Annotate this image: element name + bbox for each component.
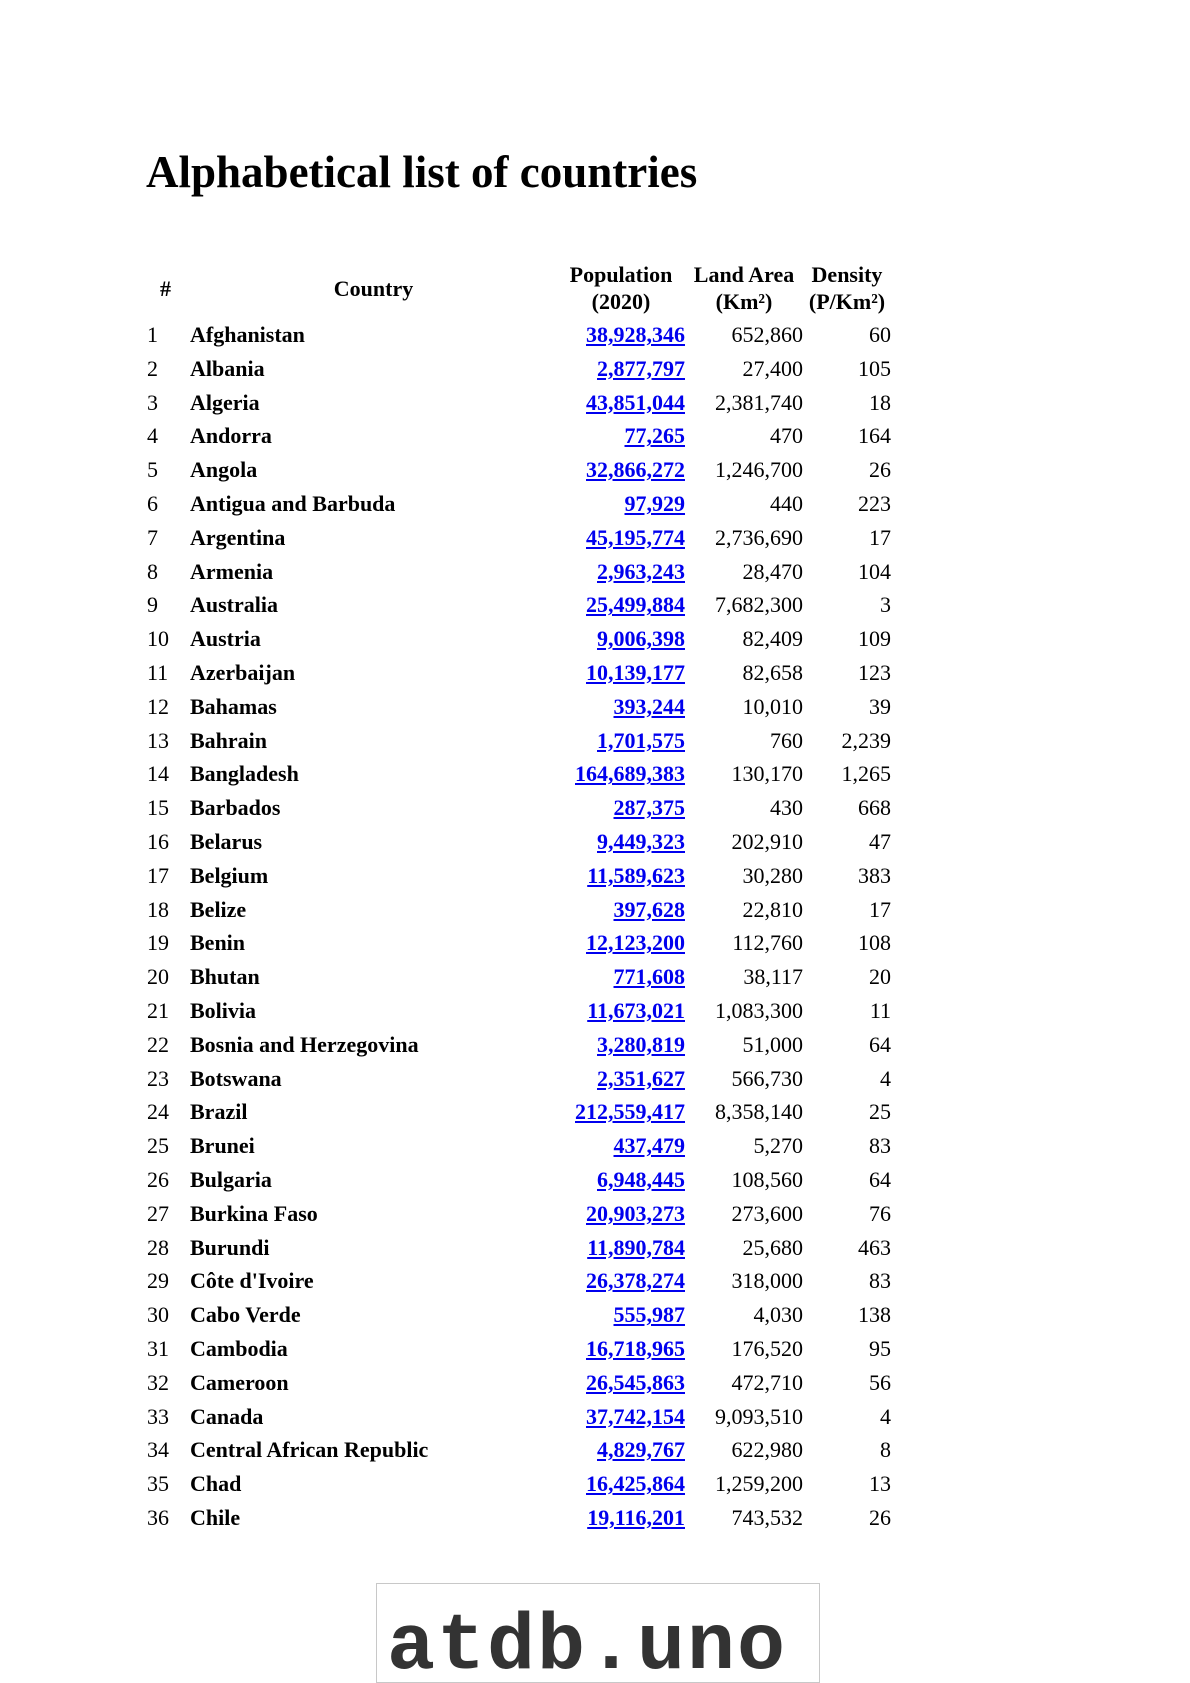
row-density: 17 xyxy=(869,524,891,550)
row-num: 1 xyxy=(147,322,158,347)
table-row xyxy=(141,622,891,656)
row-population xyxy=(557,859,685,893)
row-country: Argentina xyxy=(190,524,286,550)
population-link[interactable]: 2,877,797 xyxy=(597,355,685,381)
watermark-text: atdb.uno xyxy=(387,1602,788,1683)
row-density: 223 xyxy=(858,490,891,516)
table-row xyxy=(141,656,891,690)
table-row xyxy=(141,555,891,589)
header-land-area xyxy=(685,258,803,318)
row-country: Cambodia xyxy=(190,1335,288,1361)
row-land-area: 82,658 xyxy=(742,659,803,685)
row-land-area: 176,520 xyxy=(731,1335,803,1361)
row-density: 383 xyxy=(858,862,891,888)
row-land-area: 5,270 xyxy=(753,1133,803,1159)
header-land-area-line2: (Km²) xyxy=(715,289,773,314)
row-num: 18 xyxy=(147,896,169,922)
population-link[interactable]: 16,718,965 xyxy=(586,1335,685,1361)
population-link[interactable]: 11,890,784 xyxy=(587,1234,685,1260)
table-row xyxy=(141,994,891,1028)
population-link[interactable]: 12,123,200 xyxy=(586,930,685,956)
population-link[interactable]: 16,425,864 xyxy=(586,1471,685,1497)
row-density: 4 xyxy=(880,1403,891,1429)
countries-table xyxy=(141,258,891,1535)
row-country: Chile xyxy=(190,1504,241,1530)
row-land-area: 202,910 xyxy=(731,828,803,854)
row-country: Bulgaria xyxy=(190,1166,272,1192)
table-row xyxy=(141,757,891,791)
row-density: 13 xyxy=(869,1471,891,1497)
row-land-area: 25,680 xyxy=(742,1234,803,1260)
row-land-area: 30,280 xyxy=(742,862,803,888)
row-population xyxy=(557,1400,685,1434)
row-population xyxy=(557,1501,685,1535)
row-num: 26 xyxy=(147,1166,169,1192)
table-row xyxy=(141,453,891,487)
row-land-area: 273,600 xyxy=(731,1200,803,1226)
row-num: 6 xyxy=(147,490,158,516)
row-density: 60 xyxy=(869,322,891,347)
population-link[interactable]: 4,829,767 xyxy=(597,1437,685,1463)
row-density: 56 xyxy=(869,1369,891,1395)
row-land-area: 9,093,510 xyxy=(715,1403,803,1429)
table-row xyxy=(141,690,891,724)
row-num: 29 xyxy=(147,1268,169,1294)
row-density: 39 xyxy=(869,693,891,719)
row-country: Belgium xyxy=(190,862,269,888)
row-num: 12 xyxy=(147,693,169,719)
row-density: 8 xyxy=(880,1437,891,1463)
row-num: 23 xyxy=(147,1065,169,1091)
row-density: 18 xyxy=(869,389,891,415)
population-link[interactable]: 19,116,201 xyxy=(587,1504,685,1530)
row-population xyxy=(557,622,685,656)
row-num: 36 xyxy=(147,1504,169,1530)
table-row xyxy=(141,859,891,893)
row-population xyxy=(557,1467,685,1501)
row-population xyxy=(557,1298,685,1332)
row-country: Brazil xyxy=(190,1099,248,1125)
row-population xyxy=(557,1264,685,1298)
page-title: Alphabetical list of countries xyxy=(146,147,698,197)
table-row xyxy=(141,1264,891,1298)
row-density: 26 xyxy=(869,1504,891,1530)
row-density: 20 xyxy=(869,964,891,990)
row-land-area: 440 xyxy=(770,490,803,516)
row-land-area: 38,117 xyxy=(743,964,803,990)
row-country: Bolivia xyxy=(190,997,257,1023)
population-link[interactable]: 77,265 xyxy=(624,423,685,449)
row-land-area: 108,560 xyxy=(731,1166,803,1192)
population-link[interactable]: 26,545,863 xyxy=(586,1369,685,1395)
row-land-area: 4,030 xyxy=(753,1302,803,1328)
row-land-area: 82,409 xyxy=(742,626,803,652)
table-row xyxy=(141,521,891,555)
table-row xyxy=(141,1163,891,1197)
row-density: 25 xyxy=(869,1099,891,1125)
table-row xyxy=(141,825,891,859)
row-density: 3 xyxy=(880,592,891,618)
table-row xyxy=(141,1366,891,1400)
row-land-area: 28,470 xyxy=(742,558,803,584)
row-population xyxy=(557,1028,685,1062)
row-population xyxy=(557,318,685,352)
row-population xyxy=(557,1129,685,1163)
row-population xyxy=(557,724,685,758)
header-density-line1: Density xyxy=(811,262,883,287)
row-density: 95 xyxy=(869,1335,891,1361)
row-population xyxy=(557,1062,685,1096)
population-link[interactable]: 287,375 xyxy=(613,795,685,821)
row-num: 4 xyxy=(147,423,158,449)
table-row xyxy=(141,1062,891,1096)
row-country: Bahamas xyxy=(190,693,277,719)
row-land-area: 10,010 xyxy=(742,693,803,719)
row-num: 22 xyxy=(147,1031,169,1057)
row-num: 5 xyxy=(147,457,158,483)
row-country: Albania xyxy=(190,355,265,381)
row-num: 14 xyxy=(147,761,169,787)
row-country: Botswana xyxy=(190,1065,282,1091)
row-country: Barbados xyxy=(190,795,281,821)
header-land-area-line1: Land Area xyxy=(693,262,795,287)
row-population xyxy=(557,1095,685,1129)
population-link[interactable]: 9,449,323 xyxy=(597,828,685,854)
row-population xyxy=(557,1197,685,1231)
population-link[interactable]: 437,479 xyxy=(613,1133,685,1159)
table-row xyxy=(141,1332,891,1366)
row-country: Azerbaijan xyxy=(190,659,296,685)
row-num: 19 xyxy=(147,930,169,956)
row-num: 17 xyxy=(147,862,169,888)
population-link[interactable]: 771,608 xyxy=(613,964,685,990)
population-link[interactable]: 1,701,575 xyxy=(597,727,685,753)
row-country: Bosnia and Herzegovina xyxy=(190,1031,419,1057)
row-population xyxy=(557,453,685,487)
row-land-area: 112,760 xyxy=(732,930,803,956)
row-country: Austria xyxy=(190,626,261,652)
row-density: 2,239 xyxy=(841,727,891,753)
table-row xyxy=(141,588,891,622)
row-country: Central African Republic xyxy=(190,1437,429,1463)
population-link[interactable]: 43,851,044 xyxy=(586,389,685,415)
population-link[interactable]: 20,903,273 xyxy=(586,1200,685,1226)
row-land-area: 2,381,740 xyxy=(715,389,803,415)
population-link[interactable]: 37,742,154 xyxy=(586,1403,685,1429)
row-population xyxy=(557,521,685,555)
row-num: 7 xyxy=(147,524,158,550)
population-link[interactable]: 32,866,272 xyxy=(586,457,685,483)
table-row xyxy=(141,724,891,758)
row-land-area: 470 xyxy=(770,423,803,449)
row-country: Bangladesh xyxy=(190,761,299,787)
row-land-area: 7,682,300 xyxy=(715,592,803,618)
row-num: 33 xyxy=(147,1403,169,1429)
row-land-area: 22,810 xyxy=(742,896,803,922)
row-num: 13 xyxy=(147,727,169,753)
population-link[interactable]: 11,589,623 xyxy=(587,862,685,888)
population-link[interactable]: 393,244 xyxy=(613,693,685,719)
header-country: Country xyxy=(333,275,414,301)
row-num: 11 xyxy=(147,659,169,685)
row-country: Cabo Verde xyxy=(190,1302,301,1328)
row-population xyxy=(557,656,685,690)
watermark-logo xyxy=(376,1583,820,1683)
row-population xyxy=(557,419,685,453)
table-row xyxy=(141,1433,891,1467)
header-population xyxy=(557,258,685,318)
row-country: Armenia xyxy=(190,558,274,584)
row-num: 28 xyxy=(147,1234,169,1260)
row-land-area: 8,358,140 xyxy=(715,1099,803,1125)
row-land-area: 743,532 xyxy=(731,1504,803,1530)
population-link[interactable]: 97,929 xyxy=(624,490,685,516)
row-country: Belize xyxy=(190,896,247,922)
row-land-area: 652,860 xyxy=(731,322,803,347)
header-num: # xyxy=(160,275,171,301)
row-density: 76 xyxy=(869,1200,891,1226)
row-population xyxy=(557,352,685,386)
population-link[interactable]: 10,139,177 xyxy=(586,659,685,685)
row-density: 463 xyxy=(858,1234,891,1260)
population-link[interactable]: 2,351,627 xyxy=(597,1065,685,1091)
table-row xyxy=(141,386,891,420)
row-density: 1,265 xyxy=(841,761,891,787)
row-population xyxy=(557,1433,685,1467)
row-country: Belarus xyxy=(190,828,263,854)
row-population xyxy=(557,555,685,589)
row-population xyxy=(557,960,685,994)
row-country: Côte d'Ivoire xyxy=(190,1268,314,1294)
table-row xyxy=(141,1129,891,1163)
table-row xyxy=(141,1028,891,1062)
population-link[interactable]: 3,280,819 xyxy=(597,1031,685,1057)
row-num: 2 xyxy=(147,355,158,381)
population-link[interactable]: 45,195,774 xyxy=(586,524,685,550)
row-density: 83 xyxy=(869,1133,891,1159)
population-link[interactable]: 6,948,445 xyxy=(597,1166,685,1192)
row-land-area: 2,736,690 xyxy=(715,524,803,550)
row-population xyxy=(557,825,685,859)
row-country: Antigua and Barbuda xyxy=(190,490,396,516)
table-row xyxy=(141,487,891,521)
row-country: Bhutan xyxy=(190,964,260,990)
row-population xyxy=(557,588,685,622)
row-population xyxy=(557,1332,685,1366)
row-country: Afghanistan xyxy=(190,322,305,347)
population-link[interactable]: 212,559,417 xyxy=(575,1099,685,1125)
row-land-area: 27,400 xyxy=(742,355,803,381)
row-num: 9 xyxy=(147,592,158,618)
population-link[interactable]: 11,673,021 xyxy=(587,997,685,1023)
table-row xyxy=(141,791,891,825)
row-density: 123 xyxy=(858,659,891,685)
row-num: 35 xyxy=(147,1471,169,1497)
row-land-area: 622,980 xyxy=(731,1437,803,1463)
row-density: 11 xyxy=(869,997,891,1023)
row-country: Australia xyxy=(190,592,278,618)
row-density: 26 xyxy=(869,457,891,483)
table-row xyxy=(141,352,891,386)
table-row xyxy=(141,960,891,994)
row-density: 4 xyxy=(880,1065,891,1091)
row-density: 64 xyxy=(869,1166,891,1192)
row-population xyxy=(557,1163,685,1197)
row-density: 105 xyxy=(858,355,891,381)
row-num: 3 xyxy=(147,389,158,415)
table-row xyxy=(141,318,891,352)
table-row xyxy=(141,1298,891,1332)
row-num: 24 xyxy=(147,1099,169,1125)
row-country: Cameroon xyxy=(190,1369,289,1395)
row-population xyxy=(557,487,685,521)
row-population xyxy=(557,1231,685,1265)
population-link[interactable]: 25,499,884 xyxy=(586,592,685,618)
row-num: 34 xyxy=(147,1437,169,1463)
row-num: 31 xyxy=(147,1335,169,1361)
table-header-row xyxy=(141,258,891,318)
table-row xyxy=(141,926,891,960)
population-link[interactable]: 26,378,274 xyxy=(586,1268,685,1294)
row-country: Andorra xyxy=(190,423,272,449)
row-country: Canada xyxy=(190,1403,264,1429)
row-num: 21 xyxy=(147,997,169,1023)
row-num: 16 xyxy=(147,828,169,854)
row-density: 164 xyxy=(858,423,891,449)
row-population xyxy=(557,386,685,420)
row-population xyxy=(557,757,685,791)
row-density: 668 xyxy=(858,795,891,821)
row-density: 108 xyxy=(858,930,891,956)
table-row xyxy=(141,1400,891,1434)
population-link[interactable]: 9,006,398 xyxy=(597,626,685,652)
table-row xyxy=(141,1467,891,1501)
row-country: Angola xyxy=(190,457,258,483)
table-row xyxy=(141,1501,891,1535)
table-row xyxy=(141,1231,891,1265)
row-population xyxy=(557,690,685,724)
population-link[interactable]: 555,987 xyxy=(613,1302,685,1328)
row-country: Burundi xyxy=(190,1234,270,1260)
row-density: 47 xyxy=(869,828,891,854)
header-population-line1: Population xyxy=(569,262,673,287)
row-land-area: 51,000 xyxy=(742,1031,803,1057)
row-country: Bahrain xyxy=(190,727,268,753)
row-density: 138 xyxy=(858,1302,891,1328)
row-population xyxy=(557,893,685,927)
row-num: 15 xyxy=(147,795,169,821)
table-body xyxy=(141,318,891,1535)
row-land-area: 1,259,200 xyxy=(715,1471,803,1497)
table-row xyxy=(141,893,891,927)
row-num: 27 xyxy=(147,1200,169,1226)
row-num: 8 xyxy=(147,558,158,584)
population-link[interactable]: 2,963,243 xyxy=(597,558,685,584)
row-country: Chad xyxy=(190,1471,242,1497)
row-num: 20 xyxy=(147,964,169,990)
row-density: 17 xyxy=(869,896,891,922)
row-country: Brunei xyxy=(190,1133,255,1159)
row-land-area: 1,083,300 xyxy=(715,997,803,1023)
row-country: Benin xyxy=(190,930,246,956)
row-population xyxy=(557,994,685,1028)
row-population xyxy=(557,1366,685,1400)
row-land-area: 318,000 xyxy=(731,1268,803,1294)
row-num: 25 xyxy=(147,1133,169,1159)
row-country: Burkina Faso xyxy=(190,1200,318,1226)
row-land-area: 566,730 xyxy=(731,1065,803,1091)
row-num: 10 xyxy=(147,626,169,652)
population-link[interactable]: 38,928,346 xyxy=(586,322,685,347)
row-density: 104 xyxy=(858,558,891,584)
population-link[interactable]: 397,628 xyxy=(613,896,685,922)
table-row xyxy=(141,1197,891,1231)
row-density: 64 xyxy=(869,1031,891,1057)
row-density: 83 xyxy=(869,1268,891,1294)
row-land-area: 472,710 xyxy=(731,1369,803,1395)
row-land-area: 430 xyxy=(770,795,803,821)
row-num: 32 xyxy=(147,1369,169,1395)
row-land-area: 760 xyxy=(770,727,803,753)
row-land-area: 1,246,700 xyxy=(715,457,803,483)
row-land-area: 130,170 xyxy=(731,761,803,787)
header-density-line2: (P/Km²) xyxy=(808,289,886,314)
row-num: 30 xyxy=(147,1302,169,1328)
row-density: 109 xyxy=(858,626,891,652)
population-link[interactable]: 164,689,383 xyxy=(575,761,685,787)
row-population xyxy=(557,791,685,825)
header-density xyxy=(803,258,891,318)
row-country: Algeria xyxy=(190,389,260,415)
header-population-line2: (2020) xyxy=(591,289,651,314)
table-row xyxy=(141,1095,891,1129)
row-population xyxy=(557,926,685,960)
table-row xyxy=(141,419,891,453)
